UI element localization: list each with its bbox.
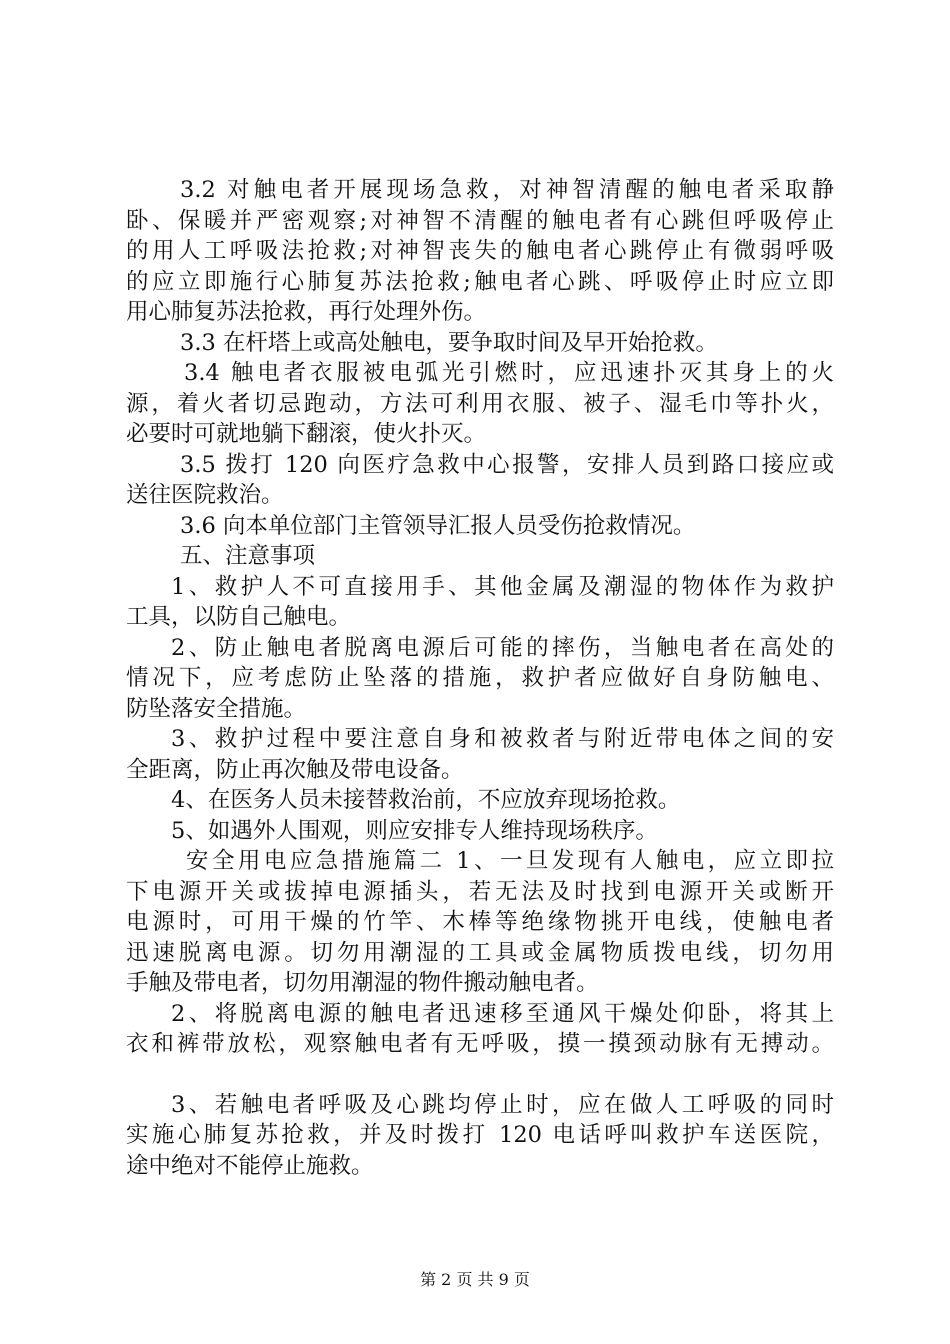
paragraph-line: 工具，以防自己触电。 xyxy=(126,604,352,630)
paragraph-line: 3.6 向本单位部门主管领导汇报人员受伤抢救情况。 xyxy=(180,512,696,539)
paragraph-line: 安全用电应急措施篇二 1、一旦发现有人触电，应立即拉 xyxy=(186,848,834,874)
paragraph-line: 3、救护过程中要注意自身和被救者与附近带电体之间的安 xyxy=(171,726,834,752)
paragraph-line: 全距离，防止再次触及带电设备。 xyxy=(126,756,464,783)
paragraph-line: 手触及带电者，切勿用潮湿的物件搬动触电者。 xyxy=(126,970,599,996)
blank-line xyxy=(126,1060,834,1090)
paragraph-line: 的用人工呼吸法抢救;对神智丧失的触电者心跳停止有微弱呼吸 xyxy=(126,238,834,264)
paragraph-line: 2、将脱离电源的触电者迅速移至通风干燥处仰卧，将其上 xyxy=(171,1000,834,1027)
paragraph-line: 3.2 对触电者开展现场急救，对神智清醒的触电者采取静 xyxy=(180,177,834,203)
paragraph-line: 送往医院救治。 xyxy=(126,482,284,508)
paragraph-line: 的应立即施行心肺复苏法抢救;触电者心跳、呼吸停止时应立即 xyxy=(126,268,834,295)
paragraph-line: 1、救护人不可直接用手、其他金属及潮湿的物体作为救护 xyxy=(171,573,834,600)
paragraph-line: 衣和裤带放松，观察触电者有无呼吸，摸一摸颈动脉有无搏动。 xyxy=(126,1031,834,1057)
page-number-footer: 第 2 页 共 9 页 xyxy=(420,1270,530,1289)
paragraph-line: 途中绝对不能停止施救。 xyxy=(126,1152,374,1179)
paragraph-line: 防坠落安全措施。 xyxy=(126,695,307,722)
paragraph-line: 3.3 在杆塔上或高处触电，要争取时间及早开始抢救。 xyxy=(180,329,718,356)
paragraph-line: 3.4 触电者衣服被电弧光引燃时，应迅速扑灭其身上的火 xyxy=(184,360,834,386)
paragraph-line: 卧、保暖并严密观察;对神智不清醒的触电者有心跳但呼吸停止 xyxy=(126,207,834,234)
paragraph-line: 3.5 拨打 120 向医疗急救中心报警，安排人员到路口接应或 xyxy=(180,451,834,478)
paragraph-line: 必要时可就地躺下翻滚，使火扑灭。 xyxy=(126,421,487,447)
paragraph-line: 电源时，可用干燥的竹竿、木棒等绝缘物挑开电线，使触电者 xyxy=(126,909,834,935)
paragraph-line: 源，着火者切忌跑动，方法可利用衣服、被子、湿毛巾等扑火， xyxy=(126,390,834,417)
paragraph-line: 实施心肺复苏抢救，并及时拨打 120 电话呼叫救护车送医院， xyxy=(126,1122,834,1148)
paragraph-line: 5、如遇外人围观，则应安排专人维持现场秩序。 xyxy=(171,817,658,844)
paragraph-line: 下电源开关或拔掉电源插头，若无法及时找到电源开关或断开 xyxy=(126,878,834,905)
paragraph-line: 迅速脱离电源。切勿用潮湿的工具或金属物质拨电线，切勿用 xyxy=(126,939,834,966)
section-heading: 五、注意事项 xyxy=(180,543,316,569)
paragraph-line: 4、在医务人员未接替救治前，不应放弃现场抢救。 xyxy=(171,787,681,813)
paragraph-line: 用心肺复苏法抢救，再行处理外伤。 xyxy=(126,299,487,325)
paragraph-line: 2、防止触电者脱离电源后可能的摔伤，当触电者在高处的 xyxy=(171,634,834,661)
paragraph-line: 3、若触电者呼吸及心跳均停止时，应在做人工呼吸的同时 xyxy=(171,1091,834,1118)
paragraph-line: 情况下，应考虑防止坠落的措施，救护者应做好自身防触电、 xyxy=(126,665,834,691)
document-body xyxy=(126,175,834,1181)
